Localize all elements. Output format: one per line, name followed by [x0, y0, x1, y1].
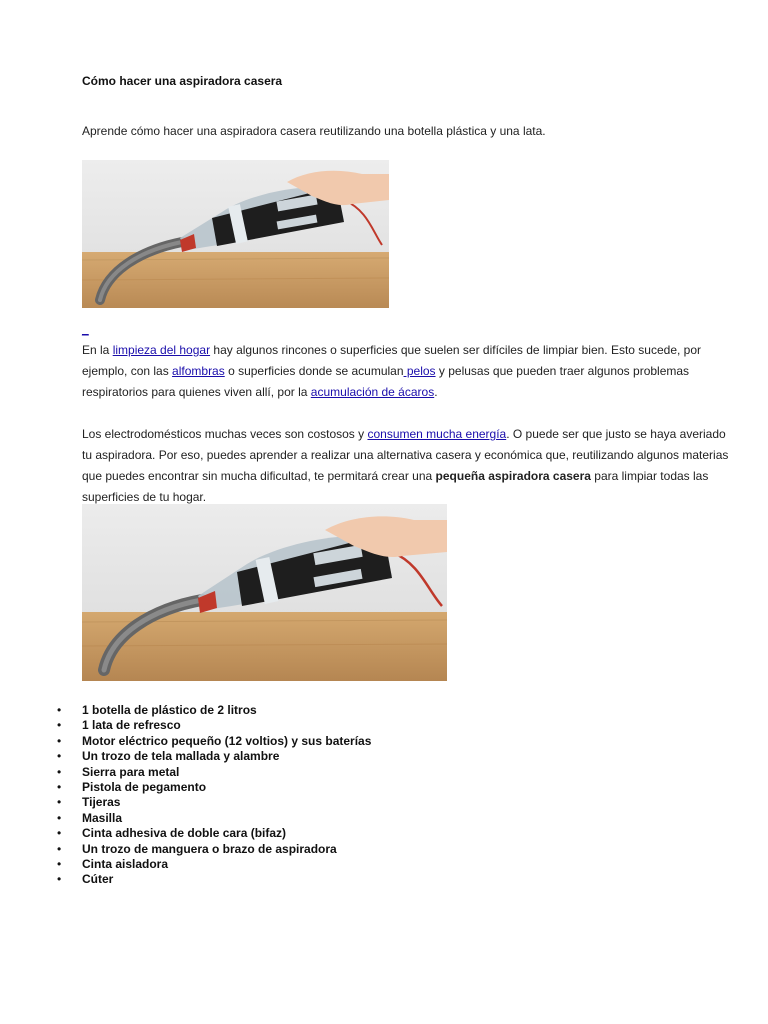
link-limpieza-hogar[interactable]: limpieza del hogar [112, 343, 211, 357]
vacuum-photo-1 [82, 160, 389, 308]
link-pelos[interactable]: pelos [403, 364, 436, 378]
paragraph-1: En la limpieza del hogar hay algunos rincones o superficies que suelen ser difíciles de limpiar bien. Esto sucede, por ejemplo, con las alfombras o superficies donde se acumulan pelos y pelusas que pueden traer algunos problemas respiratorios para quienes viven allí, por la acumulación de ácaros. [82, 343, 702, 399]
link-acumulacion-acaros[interactable]: acumulación de ácaros [310, 385, 435, 399]
list-item: • Tijeras [54, 795, 371, 810]
list-item: • Un trozo de manguera o brazo de aspiradora [54, 842, 371, 857]
list-item: • Masilla [54, 811, 371, 826]
list-item: • Un trozo de tela mallada y alambre [54, 749, 371, 764]
stray-link[interactable]: _ [82, 322, 89, 336]
list-item: • Cinta adhesiva de doble cara (bifaz) [54, 826, 371, 841]
bold-aspiradora: pequeña aspiradora casera [435, 469, 591, 483]
materials-list [54, 703, 371, 888]
article-intro: Aprende cómo hacer una aspiradora casera reutilizando una botella plástica y una lata. [82, 124, 546, 138]
list-item: • Pistola de pegamento [54, 780, 371, 795]
vacuum-photo-2 [82, 504, 447, 681]
list-item: • 1 lata de refresco [54, 718, 371, 733]
list-item: • 1 botella de plástico de 2 litros [54, 703, 371, 718]
paragraph-2: Los electrodomésticos muchas veces son costosos y consumen mucha energía. O puede ser que justo se haya averiado tu aspiradora. Por eso, puedes aprender a realizar una alternativa casera y económica que, reutilizando algunos materias que puedes encontrar sin mucha dificultad, te permitará crear una pequeña aspiradora casera para limpiar todas las superficies de tu hogar. [82, 427, 729, 504]
list-item: • Cúter [54, 872, 371, 887]
link-alfombras[interactable]: alfombras [172, 364, 225, 378]
list-item: • Motor eléctrico pequeño (12 voltios) y sus baterías [54, 734, 371, 749]
link-consumen-energia[interactable]: consumen mucha energía [367, 427, 507, 441]
article-title: Cómo hacer una aspiradora casera [82, 74, 283, 88]
list-item: • Sierra para metal [54, 765, 371, 780]
list-item: • Cinta aisladora [54, 857, 371, 872]
